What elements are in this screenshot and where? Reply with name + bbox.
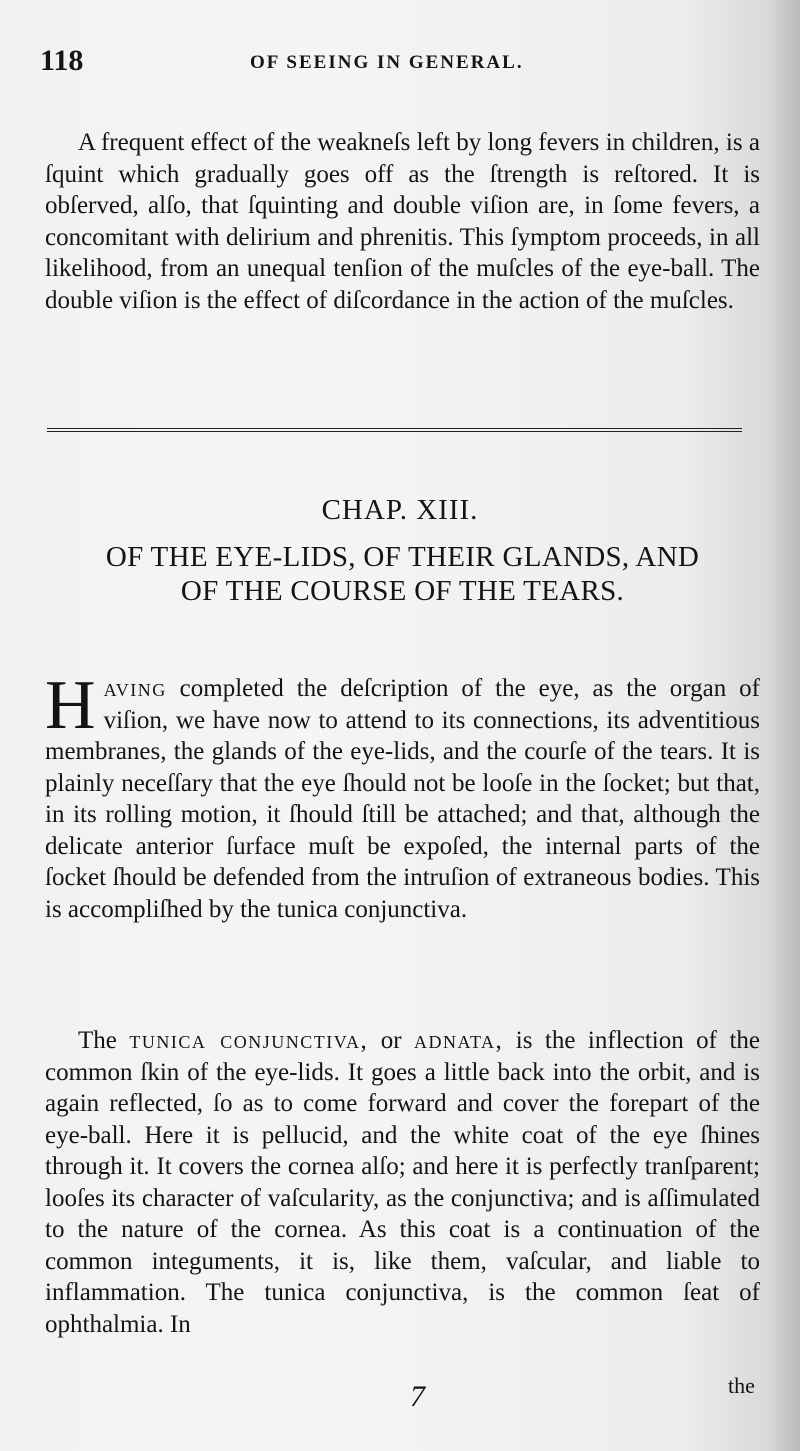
running-head: OF SEEING IN GENERAL.	[250, 52, 524, 73]
connector-word: or	[368, 1027, 414, 1054]
term-adnata: adnata,	[414, 1027, 504, 1054]
page-number: 118	[40, 44, 84, 77]
paragraph-squint: A frequent effect of the weakneſs left by long fevers in children, is a ſquint which gradually goes off as the ſtrength is reſtored. It is obſerved, alſo, that ſquinting and double viſion are, in ſome fevers, a concomitant with delirium and phrenitis. This ſymptom proceeds, in all likelihood, from an unequal tenſion of the muſcles of the eye-ball. The double viſion is the effect of diſcordance in the action of the muſcles.	[45, 129, 760, 314]
paragraph-tunica-conjunctiva	[45, 1025, 760, 1340]
chapter-title-line-1: OF THE EYE-LIDS, OF THEIR GLANDS, AND	[105, 541, 700, 573]
term-tunica-conjunctiva: tunica conjunctiva,	[129, 1027, 369, 1054]
paragraph-body: is the inflection of the common ſkin of the eye-lids. It goes a little back into the orbit, and is again reflected, ſo as to come forward and cover the forepart of the eye-ball. Here it is pellucid, and the white coat of the eye ſhines through it. It covers the cornea alſo; and here it is perfectly tranſparent; looſes its character of vaſcularity, as the conjunctiva; and is aſſimulated to the nature of the cornea. As this coat is a continuation of the common integuments, it is, like them, vaſcular, and liable to inflammation. The tunica conjunctiva, is the common ſeat of ophthalmia. In	[45, 1027, 761, 1338]
section-divider	[47, 428, 742, 432]
page-header	[40, 44, 760, 80]
chapter-number: CHAP. XIII.	[321, 494, 479, 526]
paragraph-body: completed the deſcription of the eye, as the organ of viſion, we have now to attend to its connections, its adventitious membranes, the glands of the eye-lids, and the courſe of the tears. It is plainly neceſſary that the eye ſhould not be looſe in the ſocket; but that, in its rolling motion, it ſhould ſtill be attached; and that, although the delicate anterior ſurface muſt be expoſed, the internal parts of the ſocket ſhould be defended from the intruſion of extraneous bodies. This is accompliſhed by the tunica conjunctiva.	[45, 675, 760, 923]
catchword: the	[728, 1373, 755, 1398]
chapter-title	[45, 540, 760, 608]
drop-cap: H	[45, 667, 96, 744]
paragraph-conjunctiva-intro	[45, 667, 760, 925]
lead-word: The	[78, 1027, 130, 1054]
lead-word: aving	[103, 675, 167, 702]
signature-mark: 7	[410, 1380, 425, 1413]
chapter-title-line-2: OF THE COURSE OF THE TEARS.	[180, 575, 625, 607]
